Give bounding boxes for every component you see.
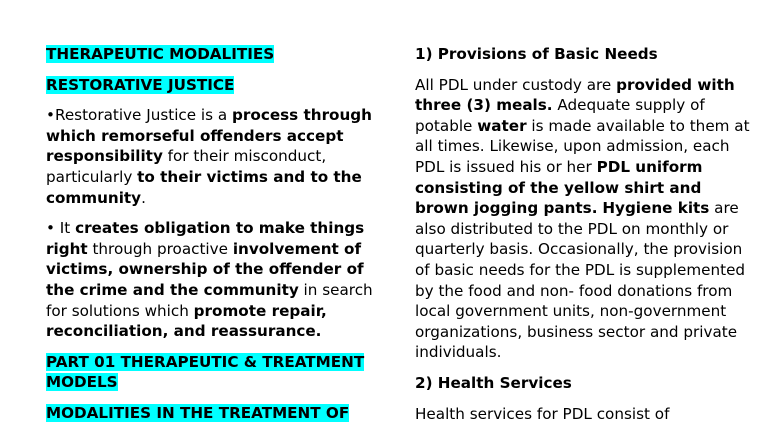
text-run: • It xyxy=(46,219,76,238)
text-run: through proactive xyxy=(87,239,233,258)
restorative-justice-paragraph-2 xyxy=(46,218,378,342)
bold-text-run: Hygiene kits xyxy=(602,199,710,218)
heading-health-services: 2) Health Services xyxy=(415,373,572,392)
text-run: for their misconduct, particularly xyxy=(46,147,327,186)
bold-text-run: promote repair, reconciliation, and reassurance. xyxy=(46,301,327,341)
restorative-justice-paragraph-1 xyxy=(46,105,378,208)
heading-therapeutic-modalities xyxy=(46,44,378,65)
bold-text-run: PDL uniform consisting of the yellow shirt and brown jogging pants. xyxy=(415,157,703,218)
heading-part-01-models xyxy=(46,352,378,393)
bold-text-run: creates obligation to make things right xyxy=(46,219,365,258)
text-run: All PDL under custody are xyxy=(415,75,617,94)
text-run: is made available to them at all times. Likewise, upon admission, each PDL is issued his or her xyxy=(415,116,750,176)
highlighted-heading-text: THERAPEUTIC MODALITIES xyxy=(46,45,275,63)
bold-text-run: involvement of victims, ownership of the offender of the crime and the community xyxy=(46,239,364,299)
text-run: in search for solutions which xyxy=(46,280,373,320)
bold-text-run: water xyxy=(477,116,527,135)
text-run: Adequate supply of potable xyxy=(415,96,705,135)
heading-basic-needs: 1) Provisions of Basic Needs xyxy=(415,45,658,63)
bold-text-run: process through which remorseful offenders accept responsibility xyxy=(46,106,372,166)
highlighted-heading-text: RESTORATIVE JUSTICE xyxy=(46,75,235,94)
heading-restorative-justice xyxy=(46,75,378,96)
health-services-paragraph: Health services for PDL consist of xyxy=(415,404,670,423)
highlighted-heading-text: PART 01 THERAPEUTIC & TREATMENT MODELS xyxy=(46,352,365,392)
heading-modalities-treatment xyxy=(46,403,378,424)
highlighted-heading-text: MODALITIES IN THE TREATMENT OF xyxy=(46,403,350,422)
text-run: . xyxy=(141,188,146,207)
bold-text-run: to their victims and to the community xyxy=(46,167,362,207)
right-column xyxy=(415,44,750,434)
basic-needs-paragraph xyxy=(415,75,750,363)
text-run: are also distributed to the PDL on monthly or quarterly basis. Occasionally, the provision of basic needs for the PDL is supplemented by the food and non- food donations from local government units, non-government organizations, business sector and private individuals. xyxy=(415,199,746,362)
text-run: •Restorative Justice is a xyxy=(46,106,233,125)
left-column xyxy=(46,44,378,434)
bold-text-run: provided with three (3) meals. xyxy=(415,75,735,115)
